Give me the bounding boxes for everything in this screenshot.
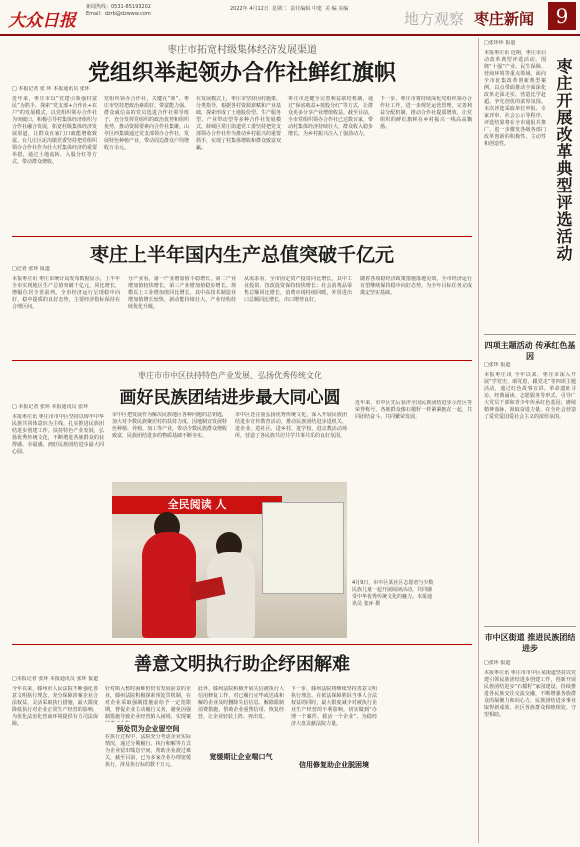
article3-byline: □ 本报记者 张环 本报通讯员 张环 [12,404,89,410]
article4-subhead-2: 宽缓期让企业喘口气 [209,752,273,761]
masthead-info-left: 新闻热线：0531-85193202 Email：dzrb@dzwww.com [86,4,151,17]
section-name: 枣庄新闻 [474,10,535,28]
sidebar-title: 枣庄开展改革典型评选活动 [554,58,573,262]
article3-col-mid-2: 市中区还注重弘扬优秀传统文化，深入开展民族团结进步宣传教育活动，推动民族团结进步进机关、进企业、进社区、进乡村、进学校、进宗教活动场所，营造了各民族共居共学共事共乐的良好氛围。 [235,412,347,439]
sidebar-box2-byline: □张环 报道 [484,660,511,666]
sidebar-top-byline: □张环环 报道 [484,40,516,46]
sidebar-box1-byline: □张环 报道 [484,362,511,368]
article2-col-2: 分产业看，第一产业增加值平稳增长，第二产业增加值较快增长，第三产业增加值稳步增长。规模以上工业增加值同比增长，其中高技术制造业增加值增长较快，新动能持续壮大，产业结构持续优化升级。 [128,276,236,310]
article1-col-4: 枣庄市还健全完善利益联结机制，通过“保底收益+按股分红”等方式，让群众更多分享产业增值收益。截至目前，全市党组织领办合作社已达数百家，带动村集体经济持续壮大，群众收入稳步增长，为乡村振兴注入了强劲动力。 [288,96,373,137]
photo-caption: 4月9日，市中区某社区志愿者与少数民族儿童一起开展阅读活动，共同感受中华优秀传统文化的魅力。本报通讯员 张环 摄 [352,580,434,607]
photo-board [262,502,344,594]
divider [484,626,576,627]
article4-col-2b: 在执行过程中，法院充分考虑企业实际情况，通过分期履行、执行和解等方式为企业留出喘息空间，帮助企业渡过难关，截至目前，已为多家企业办理宽缓执行，涉及执行标的数千万元。 [105,734,191,768]
article3-col-left-1: 本报枣庄讯 枣庄市市中区坚持以铸牢中华民族共同体意识为主线，扎实推进民族团结进步创建工作，扶持特色产业发展，弘扬优秀传统文化，不断增进各族群众的获得感、幸福感，画好民族团结进步最大同心圆。 [12,414,104,455]
news-photo [112,482,347,638]
masthead-date-line: 2022年 4月12日 星期二 责任编辑 中建 美 编 美编 [230,6,349,12]
article2-byline: □记者 张环 报道 [12,266,50,272]
sidebar-box2-text: 本报枣庄讯 枣庄市市中区某街道坚持以党建引领民族团结进步创建工作，创新开展民族团结进步“石榴籽”家园建设，持续推进各民族交往交流交融，不断增强各族群众的凝聚力和向心力，民族团结进步事业取得新成效，社区各族群众和睦相处、守望相助。 [484,670,576,718]
masthead [0,0,580,36]
article4-byline: □本报记者 张环 本报通讯员 张环 报道 [12,676,99,682]
section-label: 地方观察 [404,10,465,28]
article4-col-2: 针对陷入暂时困难但仍有发展前景的企业，滕州法院积极探索预处罚机制，在对企业采取强制措施前给予一定宽限期，督促企业主动履行义务，避免因强制措施导致企业经营陷入困境，实现案 [105,686,191,720]
article2-col-3: 从需求看，全市固定资产投资同比增长，其中工业投资、技改投资保持较快增长；社会消费品零售总额同比增长，消费市场持续回暖，外贸进出口总额同比增长，出口增势良好。 [244,276,352,303]
photo-banner: 全民阅读 人 [112,496,282,514]
article2-headline: 枣庄上半年国内生产总值突破千亿元 [89,244,394,266]
sidebar-box1-text: 本报枣庄讯 今年以来，枣庄市深入开展“学党史、颂党恩、跟党走”等四项主题活动，通过红色故事宣讲、革命遗址寻访、经典诵读、志愿服务等形式，引导广大党员干部和青少年传承红色基因、赓续精神血脉，汲取奋进力量，在全社会营造了爱党爱国爱社会主义的浓厚氛围。 [484,372,576,420]
article1-col-2: 党组织领办合作社，关键在“领”。枣庄市坚持把政治素质好、带富能力强、群众威信高的党员选进合作社领导班子，充分发挥党组织的政治优势和组织优势，推动资源要素向合作社集聚。山亭区西集镇通过党支部领办合作社，发展特色种植产业，带动周边群众户均增收万余元。 [104,96,189,151]
article3-headline: 画好民族团结进步最大同心圆 [119,388,341,408]
article1-col-5: 下一步，枣庄市将持续深化党组织领办合作社工作，进一步规范运营管理，完善利益分配机制，推动合作社提质增效，让党组织的鲜红旗帜在乡村振兴一线高高飘扬。 [380,96,472,130]
divider [12,644,472,645]
divider [12,360,472,361]
article4-col-3: 此外，滕州法院积极开展失信被执行人信用修复工作，对已履行完毕或达成和解的企业及时删除失信信息、解除限制消费措施，帮助企业重塑信用、恢复经营，让企业轻装上阵、再出发。 [198,686,284,720]
sidebar-box1-title: 四项主题活动 传承红色基因 [484,340,576,361]
article1-kicker: 枣庄市拓宽村级集体经济发展渠道 [167,45,317,56]
article3-kicker: 枣庄市市中区扶持特色产业发展、弘扬优秀传统文化 [138,371,322,380]
article3-col-mid-1: 市中区把发展作为解决民族地区各种问题的总钥匙，加大对少数民族聚居村的扶持力度，因地制宜发展特色种植、养殖、加工等产业，带动少数民族群众增收致富，民族团结进步的物质基础不断夯实。 [112,412,227,439]
divider [12,236,472,237]
sidebar-top-text: 本报枣庄讯 近期，枣庄市启动改革典型评选活动，围绕“十强”产业、民生保障、营商环境等重点领域，面向全市征集改革创新典型案例，以点带面推动全面深化改革走深走实，营造比学赶超、争先创优的浓厚氛围。本次评选采取单位申报、专家评审、社会公示等程序，评选结果将在全市通报并推广，进一步激发各级各部门改革创新的积极性、主动性和创造性。 [484,50,546,147]
page-number: 9 [548,2,576,30]
article3-col-right: 近年来，市中区先后获评全国民族团结进步示范区等荣誉称号，各族群众像石榴籽一样紧紧抱在一起，共同团结奋斗、共同繁荣发展。 [355,400,472,420]
article1-col-1: 近年来，枣庄市以“党建引领强村富民”为抓手，探索“党支部+合作社+农户”的发展模式，以党组织领办合作社为突破口，积极引导村集体经济组织与合作社融合发展，拓宽村级集体经济发展渠道，让群众在家门口就能增收致富。台儿庄区泥沟镇党委坚持把党组织领办合作社作为壮大村集体经济的重要举措，通过土地流转、入股分红等方式，带动群众增收。 [12,96,97,165]
article4-col-1: 今年以来，滕州市人民法院不断强化善意文明执行理念，充分保障涉案企业合法权益，灵活采取执行措施，最大限度降低执行对企业正常生产经营的影响，为优化法治化营商环境提供有力司法保障。 [12,686,98,727]
newspaper-logo: 大众日报 [8,11,76,31]
article2-col-1: 本报枣庄讯 枣庄市统计局发布数据显示，上半年全市实现地区生产总值突破千亿元，同比增长，增幅位居全省前列。全市经济运行呈现稳中向好、稳中提质的良好态势，主要经济指标保持在合理区间。 [12,276,120,310]
article4-subhead-3: 信用修复助企业脱困境 [299,760,369,769]
article4-col-4: 下一步，滕州法院将继续坚持善意文明执行理念，在依法保障胜诉当事人合法权益的同时，最大限度减少对被执行企业生产经营的不利影响，切实做到“办理一个案件、救活一个企业”，为稳经济大盘贡献法院力量。 [291,686,377,727]
article1-headline: 党组织举起领办合作社鲜红旗帜 [87,60,396,86]
sidebar-divider [478,38,479,843]
article2-col-4: 随着各项稳经济政策措施落地见效，全市经济运行有望继续保持稳中向好态势，为全年目标任务完成奠定坚实基础。 [360,276,472,296]
divider [484,334,576,335]
article4-headline: 善意文明执行助企纾困解难 [134,654,350,675]
sidebar-box2-title: 市中区街道 推进民族团结进步 [484,632,576,653]
article1-byline: □ 本报记者 张 环 本报通讯员 张环 [12,86,90,92]
article1-col-3: 在发展模式上，枣庄市坚持因村施策、分类指导，根据各村资源禀赋和产业基础，探索形成了土地股份型、生产服务型、产业带动型等多种合作社发展模式。薛城区常庄街道党工委坚持把党支部领办合作社作为推动乡村振兴的重要抓手，实现了村集体增收和群众致富双赢。 [196,96,281,151]
article4-subhead-1: 预处罚为企业留空间 [116,724,180,733]
